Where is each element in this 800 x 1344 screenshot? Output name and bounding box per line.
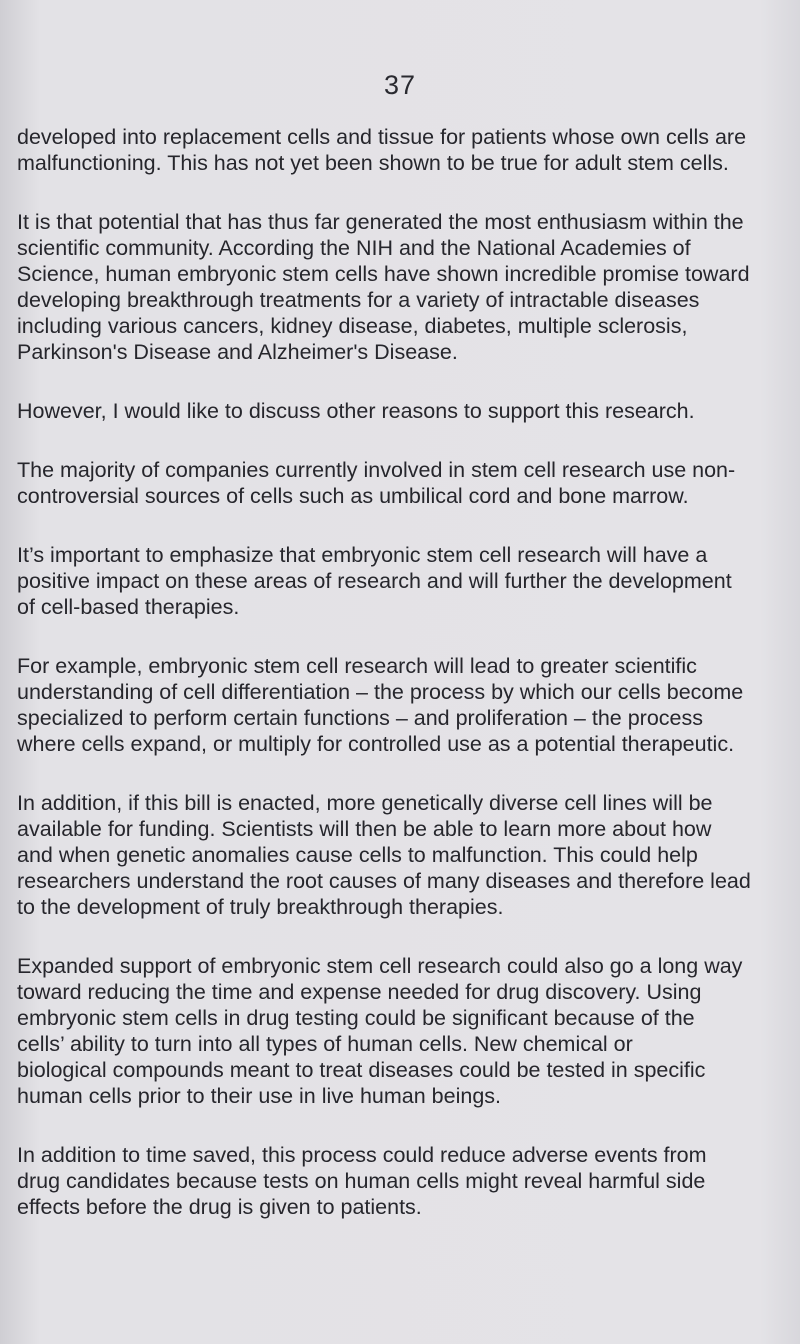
paragraph-8: Expanded support of embryonic stem cell research could also go a long way toward reducing the time and expense needed for drug discovery. Using embryonic stem cells in drug testing could be significant because of the cells’ ability to turn into all types of human cells. New chemical or biological compounds meant to treat diseases could be tested in specific human cells prior to their use in live human beings. [17,954,743,1108]
paragraph-6: For example, embryonic stem cell research will lead to greater scientific understanding of cell differentiation – the process by which our cells become specialized to perform certain functions – and proliferation – the process where cells expand, or multiply for controlled use as a potential therapeutic. [17,654,744,756]
paragraph-7: In addition, if this bill is enacted, more genetically diverse cell lines will be available for funding. Scientists will then be able to learn more about how and when genetic anomalies cause cells to malfunction. This could help researchers understand the root causes of many diseases and therefore lead to the development of truly breakthrough therapies. [17,791,751,919]
body-text [17,124,787,1253]
paragraph-1: developed into replacement cells and tissue for patients whose own cells are malfunctioning. This has not yet been shown to be true for adult stem cells. [17,125,747,175]
paragraph-5: It’s important to emphasize that embryonic stem cell research will have a positive impact on these areas of research and will further the development of cell-based therapies. [17,543,732,619]
paragraph-4: The majority of companies currently involved in stem cell research use non- controversial sources of cells such as umbilical cord and bone marrow. [17,458,736,508]
page-number: 37 [383,70,417,100]
paragraph-9: In addition to time saved, this process could reduce adverse events from drug candidates because tests on human cells might reveal harmful side effects before the drug is given to patients. [17,1143,707,1219]
paragraph-2: It is that potential that has thus far generated the most enthusiasm within the scientific community. According the NIH and the National Academies of Science, human embryonic stem cells have shown incredible promise toward developing breakthrough treatments for a variety of intractable diseases including various cancers, kidney disease, diabetes, multiple sclerosis, Parkinson's Disease and Alzheimer's Disease. [17,210,750,364]
paragraph-3: However, I would like to discuss other reasons to support this research. [17,399,695,423]
